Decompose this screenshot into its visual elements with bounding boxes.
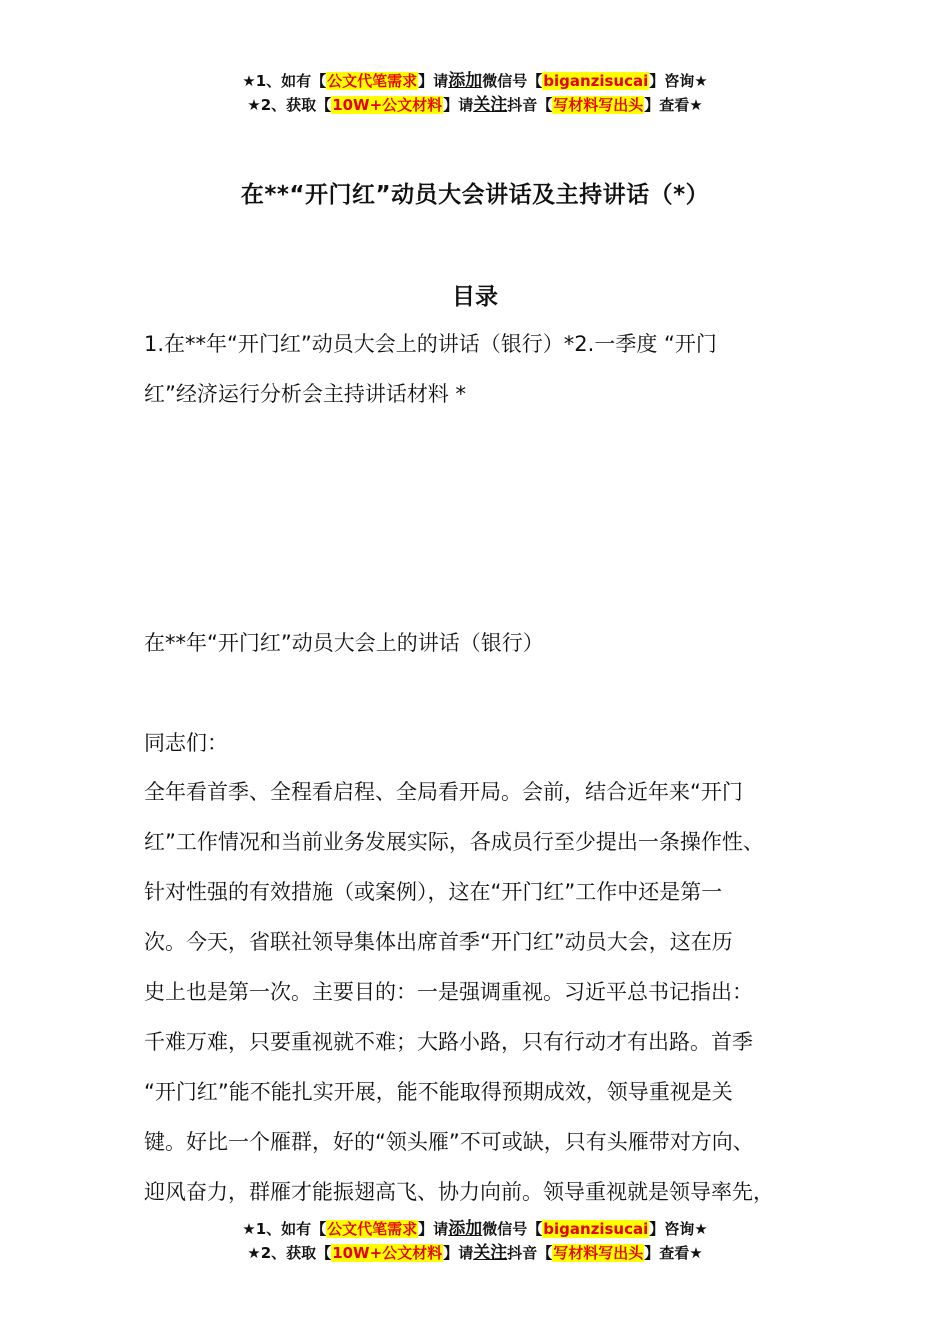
- banner-text: ★1、如有【: [242, 72, 327, 90]
- body-line: “开门红”能不能扎实开展，能不能取得预期成效，领导重视是关: [144, 1080, 733, 1104]
- banner-highlight: 写材料写出头: [553, 96, 644, 114]
- banner-highlight: 写材料写出头: [553, 1244, 644, 1262]
- salutation: [144, 718, 814, 768]
- banner-underlined: 关注: [473, 1243, 508, 1263]
- body-line: 迎风奋力，群雁才能振翅高飞、协力向前。领导重视就是领导率先，: [144, 1180, 774, 1204]
- body-line: 键。好比一个雁群，好的“领头雁”不可或缺，只有头雁带对方向、: [144, 1130, 754, 1154]
- body-line: 次。今天，省联社领导集体出席首季“开门红”动员大会，这在历: [144, 930, 733, 954]
- banner-highlight: 10W+公文材料: [332, 96, 443, 114]
- banner-text: ★2、获取【: [247, 96, 332, 114]
- banner-line-2: [0, 1241, 950, 1265]
- bottom-banner: [0, 1217, 950, 1265]
- banner-line-1: [0, 69, 950, 93]
- top-banner: [0, 69, 950, 117]
- body-line: 红”工作情况和当前业务发展实际，各成员行至少提出一条操作性、: [144, 830, 764, 854]
- banner-highlight: 公文代笔需求: [327, 1220, 418, 1238]
- banner-text: 】请: [418, 1220, 449, 1238]
- banner-line-1: [0, 1217, 950, 1241]
- banner-text: 】请: [443, 1244, 474, 1262]
- salutation-text: 同志们：: [144, 731, 228, 755]
- banner-highlight: biganzisucai: [543, 1220, 649, 1238]
- body-line: 全年看首季、全程看启程、全局看开局。会前，结合近年来“开门: [144, 780, 743, 804]
- banner-highlight: 10W+公文材料: [332, 1244, 443, 1262]
- toc-entries: [144, 319, 814, 419]
- banner-text: 】咨询★: [649, 1220, 708, 1238]
- banner-underlined: 添加: [448, 71, 483, 91]
- banner-text: 】请: [443, 96, 474, 114]
- banner-text: 】咨询★: [649, 72, 708, 90]
- section-title: [144, 618, 814, 668]
- body-line: 针对性强的有效措施（或案例），这在“开门红”工作中还是第一: [144, 880, 723, 904]
- banner-text: 】查看★: [644, 96, 703, 114]
- toc-line[interactable]: 红”经济运行分析会主持讲话材料 *: [144, 382, 467, 406]
- banner-text: 抖音【: [507, 1244, 553, 1262]
- banner-text: ★1、如有【: [242, 1220, 327, 1238]
- banner-underlined: 添加: [448, 1219, 483, 1239]
- banner-text: 】请: [418, 72, 449, 90]
- banner-highlight: 公文代笔需求: [327, 72, 418, 90]
- body-line: 史上也是第一次。主要目的：一是强调重视。习近平总书记指出：: [144, 980, 753, 1004]
- banner-text: 】查看★: [644, 1244, 703, 1262]
- body-paragraph: [144, 767, 814, 1217]
- body-line: 千难万难，只要重视就不难；大路小路，只有行动才有出路。首季: [144, 1030, 753, 1054]
- toc-line[interactable]: 1.在**年“开门红”动员大会上的讲话（银行）*2.一季度 “开门: [144, 332, 717, 356]
- banner-text: 微信号【: [482, 1220, 543, 1238]
- banner-highlight: biganzisucai: [543, 72, 649, 90]
- banner-text: ★2、获取【: [247, 1244, 332, 1262]
- banner-text: 微信号【: [482, 72, 543, 90]
- banner-underlined: 关注: [473, 95, 508, 115]
- document-title: 在**“开门红”动员大会讲话及主持讲话（*）: [240, 182, 710, 208]
- banner-text: 抖音【: [507, 96, 553, 114]
- section-title-text: 在**年“开门红”动员大会上的讲话（银行）: [144, 631, 544, 655]
- banner-line-2: [0, 93, 950, 117]
- toc-heading: 目录: [452, 284, 498, 310]
